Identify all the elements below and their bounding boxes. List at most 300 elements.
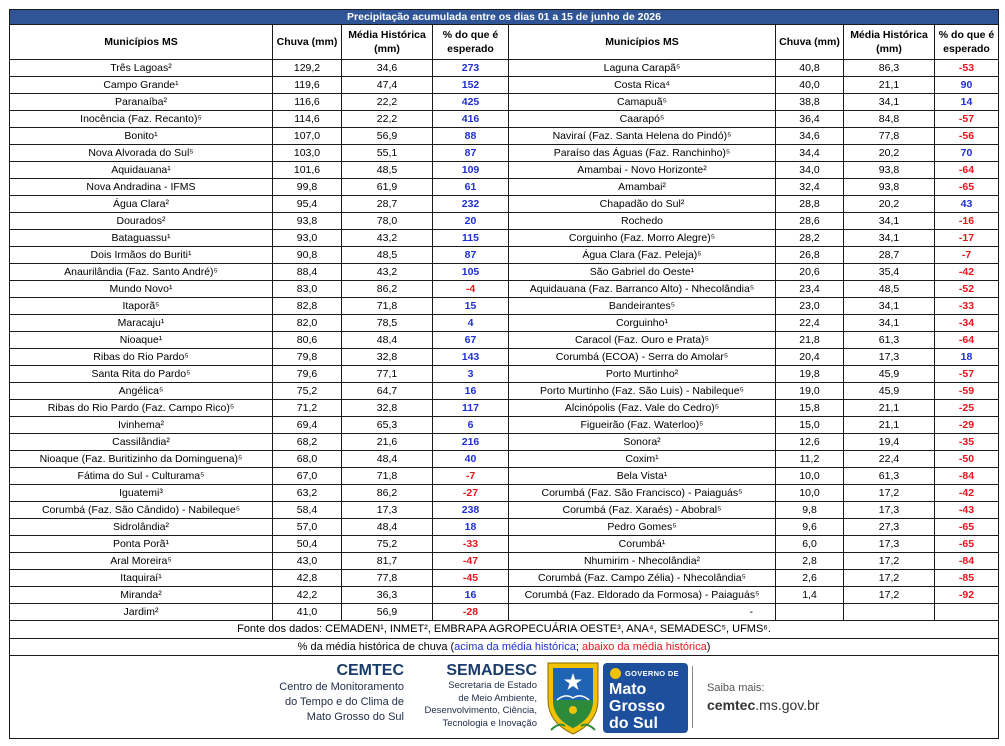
historical-average-cell: 19,4 xyxy=(844,434,935,451)
percent-expected-cell: 18 xyxy=(433,519,509,536)
rain-cell: 19,0 xyxy=(776,383,844,400)
percent-expected-cell: -52 xyxy=(935,281,999,298)
municipality-cell: Itaquiraí¹ xyxy=(10,570,273,587)
historical-average-cell: 22,2 xyxy=(342,94,433,111)
historical-average-cell: 34,1 xyxy=(844,315,935,332)
rain-cell: 6,0 xyxy=(776,536,844,553)
header-municipality: Municípios MS xyxy=(10,25,273,60)
header-municipality: Municípios MS xyxy=(509,25,776,60)
historical-average-cell: 36,3 xyxy=(342,587,433,604)
semadesc-logo xyxy=(407,661,537,730)
percent-expected-cell: -56 xyxy=(935,128,999,145)
percent-expected-cell: 105 xyxy=(433,264,509,281)
municipality-cell: Naviraí (Faz. Santa Helena do Pindó)⁵ xyxy=(509,128,776,145)
cemtec-line: Mato Grosso do Sul xyxy=(306,711,404,723)
municipality-cell: Aquidauana (Faz. Barranco Alto) - Nhecolândia⁵ xyxy=(509,281,776,298)
historical-average-cell: 48,4 xyxy=(342,332,433,349)
historical-average-cell: 20,2 xyxy=(844,196,935,213)
rain-cell: 2,6 xyxy=(776,570,844,587)
percent-expected-cell: -85 xyxy=(935,570,999,587)
municipality-cell: Porto Murtinho (Faz. São Luis) - Nabileque⁵ xyxy=(509,383,776,400)
rain-cell: 10,0 xyxy=(776,468,844,485)
historical-average-cell: 20,2 xyxy=(844,145,935,162)
percent-expected-cell: 416 xyxy=(433,111,509,128)
header-rain: Chuva (mm) xyxy=(776,25,844,60)
municipality-cell: Campo Grande¹ xyxy=(10,77,273,94)
municipality-cell: Iguatemi³ xyxy=(10,485,273,502)
municipality-cell: Água Clara (Faz. Peleja)⁵ xyxy=(509,247,776,264)
historical-average-cell: 86,2 xyxy=(342,281,433,298)
municipality-cell: Miranda² xyxy=(10,587,273,604)
municipality-cell: Coxim¹ xyxy=(509,451,776,468)
percent-expected-cell: -64 xyxy=(935,162,999,179)
rain-cell: 23,4 xyxy=(776,281,844,298)
percent-expected-cell: -28 xyxy=(433,604,509,621)
rain-cell: 68,2 xyxy=(273,434,342,451)
legend-separator: ; xyxy=(575,641,582,653)
percent-expected-cell: 87 xyxy=(433,145,509,162)
historical-average-cell: 45,9 xyxy=(844,366,935,383)
municipality-cell: Bela Vista¹ xyxy=(509,468,776,485)
municipality-cell: Alcinópolis (Faz. Vale do Cedro)⁵ xyxy=(509,400,776,417)
municipality-cell: Bandeirantes⁵ xyxy=(509,298,776,315)
rain-cell: 82,8 xyxy=(273,298,342,315)
rain-cell: 68,0 xyxy=(273,451,342,468)
historical-average-cell: 17,3 xyxy=(844,349,935,366)
municipality-cell: Chapadão do Sul² xyxy=(509,196,776,213)
rain-cell: 22,4 xyxy=(776,315,844,332)
header-historical-average: Média Histórica (mm) xyxy=(844,25,935,60)
historical-average-cell: 81,7 xyxy=(342,553,433,570)
rain-cell: 116,6 xyxy=(273,94,342,111)
more-info-url: cemtec.ms.gov.br xyxy=(707,697,820,713)
municipality-cell: Amambai - Novo Horizonte² xyxy=(509,162,776,179)
percent-expected-cell: 143 xyxy=(433,349,509,366)
municipality-cell: Corumbá (Faz. Xaraés) - Abobral⁵ xyxy=(509,502,776,519)
rain-cell: 103,0 xyxy=(273,145,342,162)
percent-expected-cell: 15 xyxy=(433,298,509,315)
semadesc-name: SEMADESC xyxy=(446,662,537,679)
semadesc-line: de Meio Ambiente, xyxy=(458,692,537,704)
municipality-cell: Sonora² xyxy=(509,434,776,451)
municipality-cell: Corumbá (ECOA) - Serra do Amolar⁵ xyxy=(509,349,776,366)
percent-expected-cell: -34 xyxy=(935,315,999,332)
percent-expected-cell: 232 xyxy=(433,196,509,213)
rain-cell: 1,4 xyxy=(776,587,844,604)
rain-cell: 107,0 xyxy=(273,128,342,145)
municipality-cell: Costa Rica⁴ xyxy=(509,77,776,94)
rain-cell: 41,0 xyxy=(273,604,342,621)
municipality-cell: Nova Andradina - IFMS xyxy=(10,179,273,196)
percent-expected-cell: 20 xyxy=(433,213,509,230)
rain-cell: 34,0 xyxy=(776,162,844,179)
municipality-cell: Bataguassu¹ xyxy=(10,230,273,247)
header-rain: Chuva (mm) xyxy=(273,25,342,60)
rain-cell: 34,4 xyxy=(776,145,844,162)
historical-average-cell: 77,1 xyxy=(342,366,433,383)
semadesc-line: Tecnologia e Inovação xyxy=(442,717,537,729)
historical-average-cell: 21,1 xyxy=(844,417,935,434)
municipality-cell: Corumbá (Faz. São Cândido) - Nabileque⁵ xyxy=(10,502,273,519)
rain-cell: 19,8 xyxy=(776,366,844,383)
municipality-cell: Corumbá (Faz. Campo Zélia) - Nhecolândia⁵ xyxy=(509,570,776,587)
percent-expected-cell: 425 xyxy=(433,94,509,111)
municipality-cell: Ribas do Rio Pardo (Faz. Campo Rico)⁵ xyxy=(10,400,273,417)
municipality-cell: Sidrolândia² xyxy=(10,519,273,536)
percent-expected-cell: -7 xyxy=(433,468,509,485)
percent-expected-cell: -16 xyxy=(935,213,999,230)
rain-cell: 99,8 xyxy=(273,179,342,196)
historical-average-cell: 65,3 xyxy=(342,417,433,434)
municipality-cell: Inocência (Faz. Recanto)⁵ xyxy=(10,111,273,128)
government-prefix: GOVERNO DE xyxy=(625,669,679,678)
rain-cell: 28,6 xyxy=(776,213,844,230)
table-title: Precipitação acumulada entre os dias 01 a 15 de junho de 2026 xyxy=(10,10,999,25)
municipality-cell: Cassilândia² xyxy=(10,434,273,451)
percent-expected-cell: -17 xyxy=(935,230,999,247)
percent-expected-cell: -45 xyxy=(433,570,509,587)
percent-expected-cell: 273 xyxy=(433,60,509,77)
rain-cell: 15,8 xyxy=(776,400,844,417)
municipality-cell: Amambai² xyxy=(509,179,776,196)
municipality-cell: Angélica⁵ xyxy=(10,383,273,400)
rain-cell: 26,8 xyxy=(776,247,844,264)
municipality-cell: Camapuã⁵ xyxy=(509,94,776,111)
rain-cell: 20,4 xyxy=(776,349,844,366)
rain-cell: 67,0 xyxy=(273,468,342,485)
rain-cell: 69,4 xyxy=(273,417,342,434)
semadesc-line: Desenvolvimento, Ciência, xyxy=(424,705,537,716)
cemtec-line: Centro de Monitoramento xyxy=(279,681,404,693)
municipality-cell: Paraíso das Águas (Faz. Ranchinho)⁵ xyxy=(509,145,776,162)
percent-expected-cell: 4 xyxy=(433,315,509,332)
historical-average-cell: 34,6 xyxy=(342,60,433,77)
rain-cell: 63,2 xyxy=(273,485,342,502)
municipality-cell: Porto Murtinho² xyxy=(509,366,776,383)
percent-expected-cell: 238 xyxy=(433,502,509,519)
percent-expected-cell: 43 xyxy=(935,196,999,213)
government-line: do Sul xyxy=(609,715,658,732)
historical-average-cell: 43,2 xyxy=(342,230,433,247)
municipality-cell: Aquidauana¹ xyxy=(10,162,273,179)
historical-average-cell: 86,2 xyxy=(342,485,433,502)
municipality-cell: Água Clara² xyxy=(10,196,273,213)
rain-cell xyxy=(776,604,844,621)
historical-average-cell: 93,8 xyxy=(844,179,935,196)
historical-average-cell: 77,8 xyxy=(342,570,433,587)
percent-expected-cell: -53 xyxy=(935,60,999,77)
percent-expected-cell: 109 xyxy=(433,162,509,179)
government-line: Mato xyxy=(609,681,647,698)
rain-cell: 42,2 xyxy=(273,587,342,604)
percent-expected-cell: -35 xyxy=(935,434,999,451)
historical-average-cell: 61,3 xyxy=(844,332,935,349)
municipality-cell: Paranaíba² xyxy=(10,94,273,111)
historical-average-cell: 34,1 xyxy=(844,298,935,315)
historical-average-cell: 48,5 xyxy=(342,162,433,179)
rain-cell: 114,6 xyxy=(273,111,342,128)
rain-cell: 23,0 xyxy=(776,298,844,315)
municipality-cell: Dourados² xyxy=(10,213,273,230)
municipality-cell: Três Lagoas² xyxy=(10,60,273,77)
percent-expected-cell: -65 xyxy=(935,519,999,536)
historical-average-cell xyxy=(844,604,935,621)
municipality-cell: Nova Alvorada do Sul⁵ xyxy=(10,145,273,162)
rain-cell: 58,4 xyxy=(273,502,342,519)
rain-cell: 83,0 xyxy=(273,281,342,298)
historical-average-cell: 21,1 xyxy=(844,77,935,94)
rain-cell: 36,4 xyxy=(776,111,844,128)
percent-expected-cell: 40 xyxy=(433,451,509,468)
municipality-cell: Rochedo xyxy=(509,213,776,230)
rain-cell: 43,0 xyxy=(273,553,342,570)
percent-expected-cell: 90 xyxy=(935,77,999,94)
rain-cell: 32,4 xyxy=(776,179,844,196)
historical-average-cell: 27,3 xyxy=(844,519,935,536)
header-historical-average: Média Histórica (mm) xyxy=(342,25,433,60)
more-info-label: Saiba mais: xyxy=(707,682,765,694)
percent-expected-cell: -59 xyxy=(935,383,999,400)
percent-expected-cell: 3 xyxy=(433,366,509,383)
rain-cell: 82,0 xyxy=(273,315,342,332)
header-percent-expected: % do que é esperado xyxy=(935,25,999,60)
percent-expected-cell: -29 xyxy=(935,417,999,434)
percent-expected-cell: 67 xyxy=(433,332,509,349)
percent-expected-cell: -50 xyxy=(935,451,999,468)
rain-cell: 93,8 xyxy=(273,213,342,230)
logo-divider xyxy=(692,666,693,728)
municipality-cell: Corumbá¹ xyxy=(509,536,776,553)
historical-average-cell: 17,2 xyxy=(844,553,935,570)
rain-cell: 15,0 xyxy=(776,417,844,434)
percent-expected-cell: -25 xyxy=(935,400,999,417)
historical-average-cell: 17,2 xyxy=(844,570,935,587)
municipality-cell: Bonito¹ xyxy=(10,128,273,145)
municipality-cell: Dois Irmãos do Buriti¹ xyxy=(10,247,273,264)
historical-average-cell: 17,3 xyxy=(844,502,935,519)
historical-average-cell: 48,4 xyxy=(342,519,433,536)
semadesc-line: Secretaria de Estado xyxy=(448,680,537,691)
municipality-cell: Figueirão (Faz. Waterloo)⁵ xyxy=(509,417,776,434)
municipality-cell: Nioaque¹ xyxy=(10,332,273,349)
rain-cell: 12,6 xyxy=(776,434,844,451)
rain-cell: 21,8 xyxy=(776,332,844,349)
historical-average-cell: 21,1 xyxy=(844,400,935,417)
historical-average-cell: 71,8 xyxy=(342,468,433,485)
historical-average-cell: 17,2 xyxy=(844,485,935,502)
rain-cell: 80,6 xyxy=(273,332,342,349)
historical-average-cell: 48,5 xyxy=(844,281,935,298)
historical-average-cell: 34,1 xyxy=(844,94,935,111)
percent-expected-cell: -84 xyxy=(935,553,999,570)
municipality-cell: Anaurilândia (Faz. Santo André)⁵ xyxy=(10,264,273,281)
historical-average-cell: 84,8 xyxy=(844,111,935,128)
historical-average-cell: 48,4 xyxy=(342,451,433,468)
historical-average-cell: 17,3 xyxy=(844,536,935,553)
data-sources-note: Fonte dos dados: CEMADEN¹, INMET², EMBRAPA AGROPECUÁRIA OESTE³, ANA⁴, SEMADESC⁵, UFMS⁶. xyxy=(10,621,999,639)
municipality-cell: Laguna Carapã⁵ xyxy=(509,60,776,77)
historical-average-cell: 48,5 xyxy=(342,247,433,264)
municipality-cell: Ivinhema² xyxy=(10,417,273,434)
historical-average-cell: 22,2 xyxy=(342,111,433,128)
rain-cell: 71,2 xyxy=(273,400,342,417)
historical-average-cell: 47,4 xyxy=(342,77,433,94)
percent-expected-cell: 117 xyxy=(433,400,509,417)
historical-average-cell: 56,9 xyxy=(342,128,433,145)
historical-average-cell: 35,4 xyxy=(844,264,935,281)
municipality-cell: Caracol (Faz. Ouro e Prata)⁵ xyxy=(509,332,776,349)
rain-cell: 9,8 xyxy=(776,502,844,519)
rain-cell: 93,0 xyxy=(273,230,342,247)
historical-average-cell: 34,1 xyxy=(844,230,935,247)
percent-expected-cell: -65 xyxy=(935,536,999,553)
percent-expected-cell: 88 xyxy=(433,128,509,145)
historical-average-cell: 32,8 xyxy=(342,349,433,366)
municipality-cell: Nioaque (Faz. Buritizinho da Dominguena)⁵ xyxy=(10,451,273,468)
historical-average-cell: 61,3 xyxy=(844,468,935,485)
municipality-cell: São Gabriel do Oeste¹ xyxy=(509,264,776,281)
historical-average-cell: 21,6 xyxy=(342,434,433,451)
municipality-cell: Aral Moreira⁵ xyxy=(10,553,273,570)
percent-expected-cell: 18 xyxy=(935,349,999,366)
rain-cell: 28,2 xyxy=(776,230,844,247)
percent-expected-cell: -27 xyxy=(433,485,509,502)
government-line: Grosso xyxy=(609,698,666,715)
percent-expected-cell: 115 xyxy=(433,230,509,247)
municipality-cell: Fátima do Sul - Culturama⁵ xyxy=(10,468,273,485)
percent-expected-cell: -57 xyxy=(935,111,999,128)
historical-average-cell: 86,3 xyxy=(844,60,935,77)
legend-below-average: abaixo da média histórica xyxy=(581,641,707,653)
municipality-cell: Ponta Porã¹ xyxy=(10,536,273,553)
historical-average-cell: 78,5 xyxy=(342,315,433,332)
rain-cell: 38,8 xyxy=(776,94,844,111)
header-percent-expected: % do que é esperado xyxy=(433,25,509,60)
percent-expected-cell: 14 xyxy=(935,94,999,111)
percent-expected-cell: 16 xyxy=(433,383,509,400)
rain-cell: 34,6 xyxy=(776,128,844,145)
percent-expected-cell: -92 xyxy=(935,587,999,604)
rain-cell: 40,0 xyxy=(776,77,844,94)
historical-average-cell: 71,8 xyxy=(342,298,433,315)
historical-average-cell: 43,2 xyxy=(342,264,433,281)
legend-prefix: % da média histórica de chuva ( xyxy=(297,641,455,653)
municipality-cell: Mundo Novo¹ xyxy=(10,281,273,298)
rain-cell: 95,4 xyxy=(273,196,342,213)
municipality-cell: - xyxy=(509,604,776,621)
percent-expected-cell: 61 xyxy=(433,179,509,196)
historical-average-cell: 77,8 xyxy=(844,128,935,145)
percent-expected-cell: -33 xyxy=(433,536,509,553)
municipality-cell: Nhumirim - Nhecolândia² xyxy=(509,553,776,570)
municipality-cell: Corguinho¹ xyxy=(509,315,776,332)
rain-cell: 119,6 xyxy=(273,77,342,94)
logo-footer xyxy=(10,656,999,739)
historical-average-cell: 78,0 xyxy=(342,213,433,230)
municipality-cell: Corumbá (Faz. Eldorado da Formosa) - Paiaguás⁵ xyxy=(509,587,776,604)
rain-cell: 11,2 xyxy=(776,451,844,468)
cemtec-line: do Tempo e do Clima de xyxy=(284,696,404,708)
percent-expected-cell: 16 xyxy=(433,587,509,604)
rain-cell: 88,4 xyxy=(273,264,342,281)
percent-expected-cell: 70 xyxy=(935,145,999,162)
historical-average-cell: 93,8 xyxy=(844,162,935,179)
legend-note xyxy=(10,639,999,656)
historical-average-cell: 32,8 xyxy=(342,400,433,417)
historical-average-cell: 61,9 xyxy=(342,179,433,196)
percent-expected-cell: 152 xyxy=(433,77,509,94)
rain-cell: 50,4 xyxy=(273,536,342,553)
municipality-cell: Ribas do Rio Pardo⁵ xyxy=(10,349,273,366)
government-emblem-icon xyxy=(610,668,621,679)
rain-cell: 79,6 xyxy=(273,366,342,383)
rain-cell: 57,0 xyxy=(273,519,342,536)
rain-cell: 9,6 xyxy=(776,519,844,536)
rain-cell: 79,8 xyxy=(273,349,342,366)
cemtec-logo xyxy=(260,661,404,725)
historical-average-cell: 22,4 xyxy=(844,451,935,468)
coat-of-arms-icon xyxy=(545,660,601,736)
legend-suffix: ) xyxy=(706,641,711,653)
rain-cell: 10,0 xyxy=(776,485,844,502)
percent-expected-cell: -42 xyxy=(935,485,999,502)
government-logo xyxy=(603,663,688,733)
municipality-cell: Santa Rita do Pardo⁵ xyxy=(10,366,273,383)
rain-cell: 2,8 xyxy=(776,553,844,570)
percent-expected-cell: -33 xyxy=(935,298,999,315)
historical-average-cell: 64,7 xyxy=(342,383,433,400)
municipality-cell: Itaporã⁵ xyxy=(10,298,273,315)
historical-average-cell: 17,3 xyxy=(342,502,433,519)
rain-cell: 28,8 xyxy=(776,196,844,213)
rain-cell: 90,8 xyxy=(273,247,342,264)
percent-expected-cell: -47 xyxy=(433,553,509,570)
historical-average-cell: 45,9 xyxy=(844,383,935,400)
rain-cell: 40,8 xyxy=(776,60,844,77)
percent-expected-cell: 6 xyxy=(433,417,509,434)
percent-expected-cell: -57 xyxy=(935,366,999,383)
historical-average-cell: 34,1 xyxy=(844,213,935,230)
percent-expected-cell: 87 xyxy=(433,247,509,264)
percent-expected-cell: -43 xyxy=(935,502,999,519)
historical-average-cell: 17,2 xyxy=(844,587,935,604)
percent-expected-cell: -42 xyxy=(935,264,999,281)
municipality-cell: Corguinho (Faz. Morro Alegre)⁵ xyxy=(509,230,776,247)
historical-average-cell: 55,1 xyxy=(342,145,433,162)
rain-cell: 20,6 xyxy=(776,264,844,281)
historical-average-cell: 28,7 xyxy=(342,196,433,213)
precipitation-sheet xyxy=(9,9,999,739)
cemtec-name: CEMTEC xyxy=(336,662,404,679)
municipality-cell: Caarapó⁵ xyxy=(509,111,776,128)
municipality-cell: Maracaju¹ xyxy=(10,315,273,332)
percent-expected-cell: -4 xyxy=(433,281,509,298)
percent-expected-cell: 216 xyxy=(433,434,509,451)
rain-cell: 101,6 xyxy=(273,162,342,179)
percent-expected-cell xyxy=(935,604,999,621)
government-state-name xyxy=(609,681,665,732)
rain-cell: 129,2 xyxy=(273,60,342,77)
rain-cell: 42,8 xyxy=(273,570,342,587)
historical-average-cell: 56,9 xyxy=(342,604,433,621)
percent-expected-cell: -7 xyxy=(935,247,999,264)
percent-expected-cell: -84 xyxy=(935,468,999,485)
historical-average-cell: 75,2 xyxy=(342,536,433,553)
historical-average-cell: 28,7 xyxy=(844,247,935,264)
percent-expected-cell: -64 xyxy=(935,332,999,349)
municipality-cell: Corumbá (Faz. São Francisco) - Paiaguás⁵ xyxy=(509,485,776,502)
legend-above-average: acima da média histórica xyxy=(454,641,576,653)
